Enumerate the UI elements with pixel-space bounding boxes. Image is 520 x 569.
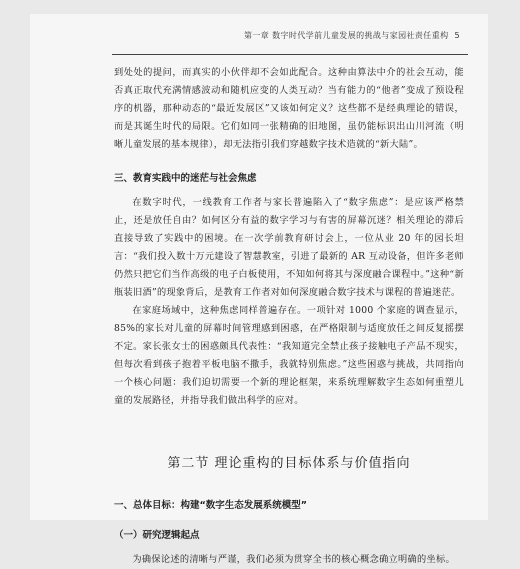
book-page	[30, 14, 488, 565]
paragraph: 为确保论述的清晰与严谨，我们必须为贯穿全书的核心概念确立明确的坐标。	[132, 554, 455, 565]
paragraph: 在数字时代，一线教育工作者与家长普遍陷入了“数字焦虑”：是应该严格禁止，还是放任自由？如何区分有益的数字学习与有害的屏幕沉迷？相关理论的滞后直接导致了实践中的困境。在一次学前教育研讨会上，一位从业 20 年的园长坦言：“我们投入数十万元建设了智慧教室，引进了最新的 AR 互动设备，但许多老师仍然只把它们当作高级的电子白板使用，不知如何将其与深度融合课程中。”这种“新瓶装旧酒”的现象背后，是教育工作者对如何深度融合数字技术与课程的普遍迷茫。	[114, 197, 464, 298]
subsection-heading: 一、总体目标：构建“数字生态发展系统模型”	[114, 500, 307, 511]
chapter-title: 第一章 数字时代学前儿童发展的挑战与家园社责任重构	[243, 31, 449, 40]
paragraph: 在家庭场域中，这种焦虑同样普遍存在。一项针对 1000 个家庭的调查显示，85%的家长对儿童的屏幕时间管理感到困惑，在严格限制与适度放任之间反复摇摆不定。家长张女士的困惑颇具代表性：“我知道完全禁止孩子接触电子产品不现实，但每次看到孩子抱着平板电脑不撒手，我就特别焦虑。”这些困惑与挑战，共同指向一个核心问题：我们迫切需要一个新的理论框架，来系统理解数字生态如何重塑儿童的发展路径，并指导我们做出科学的应对。	[114, 305, 464, 406]
section-heading: 三、教育实践中的迷茫与社会焦虑	[114, 173, 257, 184]
page-content	[114, 64, 464, 569]
paragraph: 到处处的提问，而真实的小伙伴却不会如此配合。这种由算法中介的社会互动，能否真正取代充满情感波动和随机应变的人类互动？当有能力的“他者”变成了预设程序的机器，那种动态的“最近发展区”又该如何定义？这些都不是经典理论的错误，而是其诞生时代的局限。它们如同一张精确的旧地图，虽仍能标识出山川河流（明晰儿童发展的基本规律），却无法指引我们穿越数字技术造就的“新大陆”。	[114, 67, 464, 150]
subsubsection-heading: （一）研究逻辑起点	[114, 530, 200, 541]
chapter-section-heading: 第二节 理论重构的目标体系与价值指向	[167, 456, 411, 471]
header-rule	[112, 54, 468, 55]
running-header-text	[244, 30, 460, 41]
page-number: 5	[454, 31, 460, 40]
running-header	[30, 30, 488, 46]
